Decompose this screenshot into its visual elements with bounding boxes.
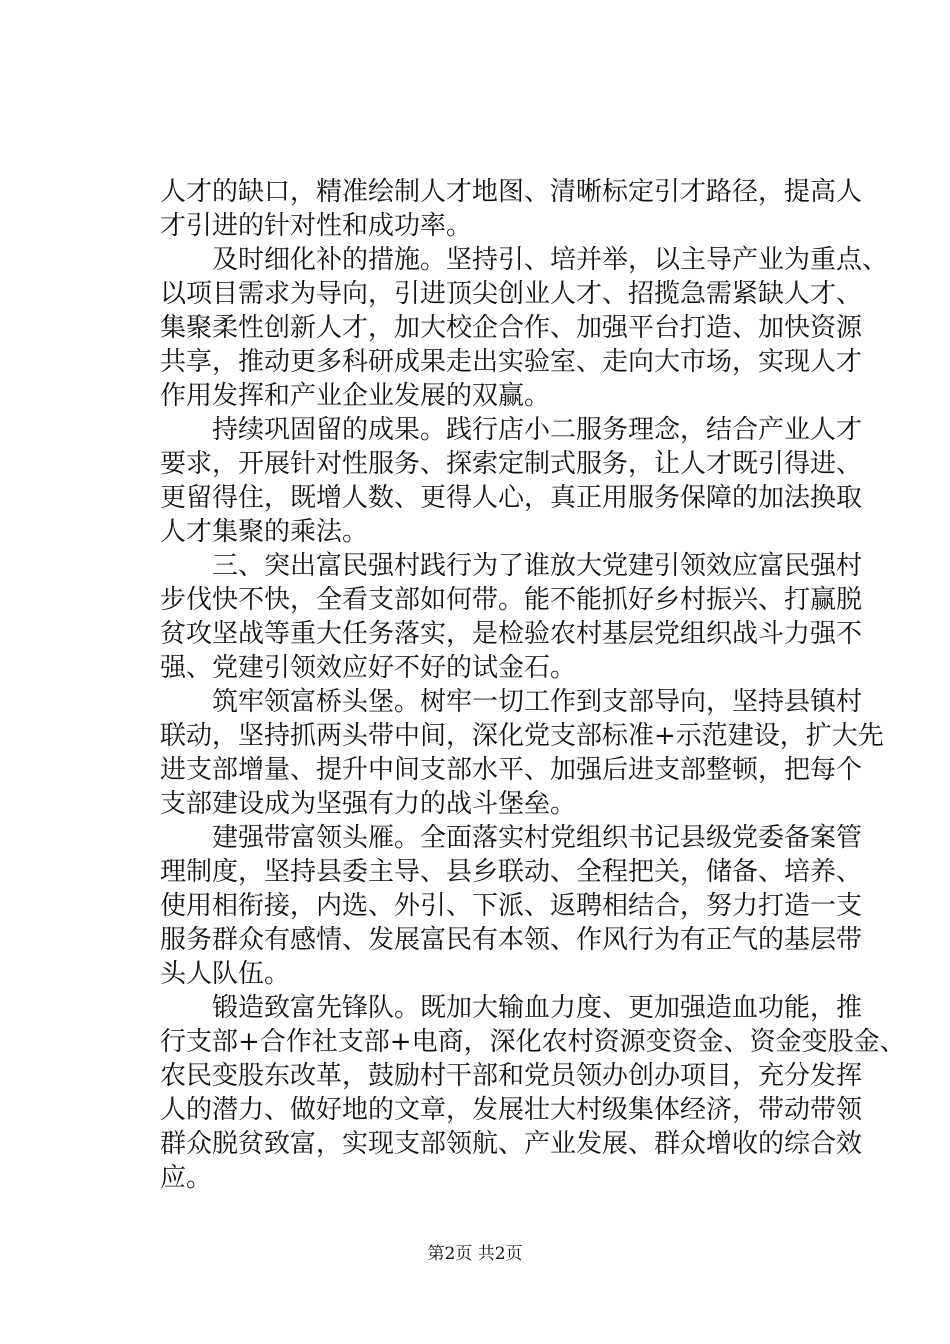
text-line: 持续巩固留的成果。践行店小二服务理念，结合产业人才 [212, 415, 863, 445]
text-line: 作用发挥和产业企业发展的双赢。 [160, 381, 551, 411]
text-line: 服务群众有感情、发展富民有本领、作风行为有正气的基层带 [160, 925, 863, 955]
text-line: 更留得住，既增人数、更得人心，真正用服务保障的加法换取 [160, 483, 863, 513]
page-number-footer: 第2页 共2页 [427, 1244, 523, 1264]
text-line: 锻造致富先锋队。既加大输血力度、更加强造血功能，推 [212, 993, 863, 1023]
text-line: 进支部增量、提升中间支部水平、加强后进支部整顿，把每个 [160, 755, 863, 785]
text-line: 才引进的针对性和成功率。 [160, 211, 473, 241]
text-line: 行支部+合作社支部+电商，深化农村资源变资金、资金变股金、 [160, 1027, 906, 1057]
text-line: 理制度，坚持县委主导、县乡联动、全程把关，储备、培养、 [160, 857, 863, 887]
text-line: 人的潜力、做好地的文章，发展壮大村级集体经济，带动带领 [160, 1095, 863, 1125]
text-line: 人才集聚的乘法。 [160, 517, 369, 547]
text-line: 筑牢领富桥头堡。树牢一切工作到支部导向，坚持县镇村 [212, 687, 863, 717]
text-line: 强、党建引领效应好不好的试金石。 [160, 653, 577, 683]
text-line: 及时细化补的措施。坚持引、培并举，以主导产业为重点、 [212, 245, 889, 275]
text-line: 使用相衔接，内选、外引、下派、返聘相结合，努力打造一支 [160, 891, 863, 921]
text-line: 支部建设成为坚强有力的战斗堡垒。 [160, 789, 577, 819]
text-line: 以项目需求为导向，引进顶尖创业人才、招揽急需紧缺人才、 [160, 279, 863, 309]
text-line: 人才的缺口，精准绘制人才地图、清晰标定引才路径，提高人 [160, 177, 863, 207]
text-line: 贫攻坚战等重大任务落实，是检验农村基层党组织战斗力强不 [160, 619, 863, 649]
text-line: 步伐快不快，全看支部如何带。能不能抓好乡村振兴、打赢脱 [160, 585, 863, 615]
text-line: 联动，坚持抓两头带中间，深化党支部标准+示范建设，扩大先 [160, 721, 884, 751]
text-line: 农民变股东改革，鼓励村干部和党员领办创办项目，充分发挥 [160, 1061, 863, 1091]
text-line: 应。 [160, 1163, 213, 1193]
text-line: 头人队伍。 [160, 959, 291, 989]
text-line: 建强带富领头雁。全面落实村党组织书记县级党委备案管 [212, 823, 863, 853]
document-body [160, 175, 906, 1195]
text-line: 共享，推动更多科研成果走出实验室、走向大市场，实现人才 [160, 347, 863, 377]
text-line: 要求，开展针对性服务、探索定制式服务，让人才既引得进、 [160, 449, 863, 479]
text-line: 集聚柔性创新人才，加大校企合作、加强平台打造、加快资源 [160, 313, 863, 343]
text-line: 群众脱贫致富，实现支部领航、产业发展、群众增收的综合效 [160, 1129, 863, 1159]
text-line: 三、突出富民强村践行为了谁放大党建引领效应富民强村 [212, 551, 863, 581]
